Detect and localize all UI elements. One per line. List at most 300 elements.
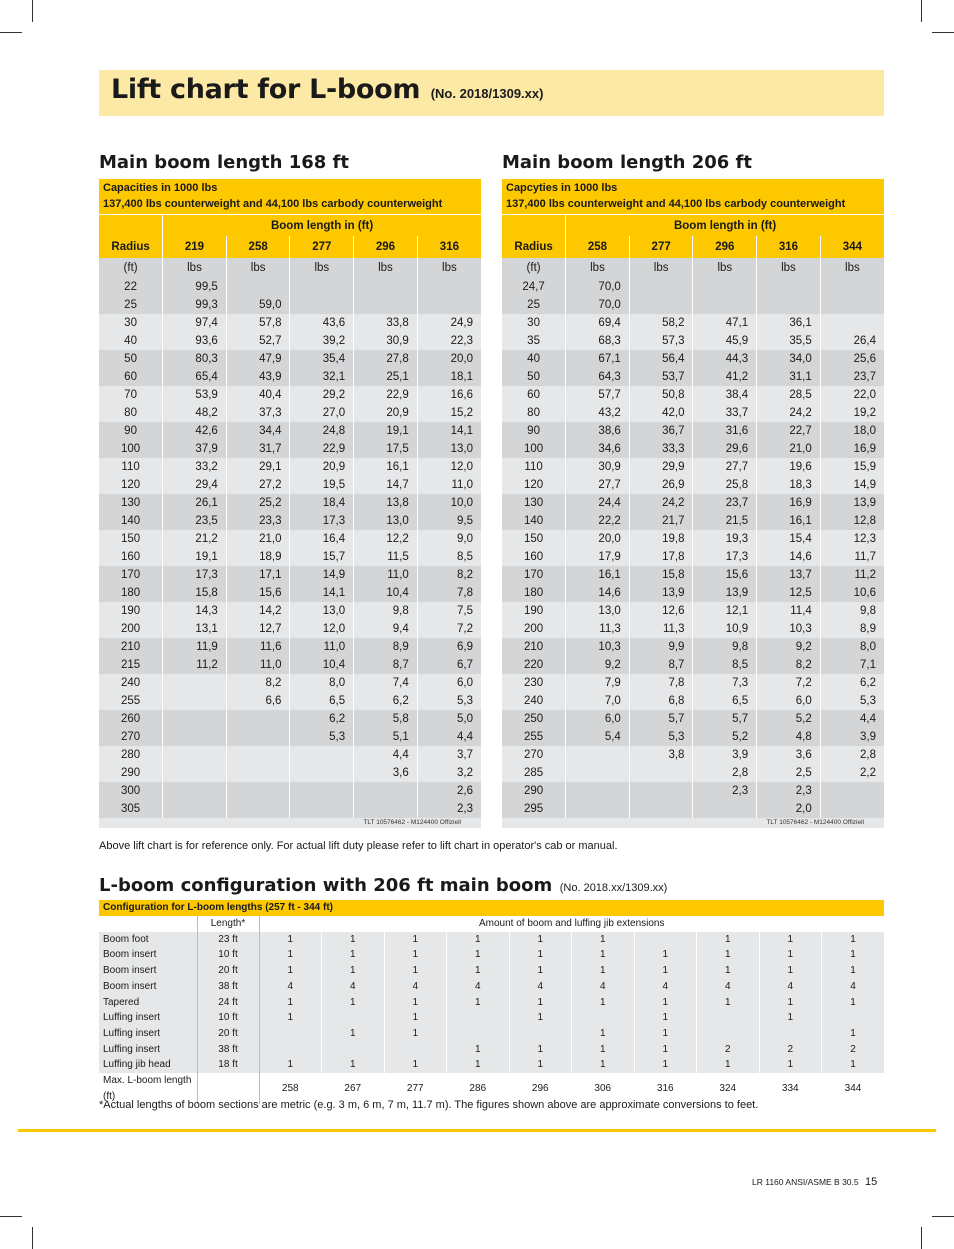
capacity-cell: 19,1 [354, 422, 418, 440]
capacity-cell: 29,2 [290, 386, 354, 404]
component-count: 1 [759, 963, 822, 979]
capacity-cell: 11,9 [163, 638, 227, 656]
boom-length-column-header: 277 [290, 236, 354, 258]
component-count: 1 [447, 963, 510, 979]
component-count: 1 [384, 947, 447, 963]
config-row [99, 979, 884, 995]
capacity-cell: 19,1 [163, 548, 227, 566]
radius-cell: 60 [502, 386, 566, 404]
config-row [99, 1042, 884, 1058]
capacity-cell: 5,3 [629, 728, 693, 746]
chart-footnote: TLT 10576462 - M124400 Offiziell [99, 818, 481, 828]
boom-length-column-header: 316 [417, 236, 481, 258]
component-count: 1 [572, 963, 635, 979]
table-row [502, 638, 884, 656]
crop-mark [0, 32, 22, 33]
capacity-cell: 23,3 [226, 512, 290, 530]
capacity-cell: 67,1 [566, 350, 630, 368]
table-row [99, 440, 481, 458]
capacity-cell: 21,0 [757, 440, 821, 458]
component-length: 38 ft [197, 979, 259, 995]
component-count: 4 [259, 979, 322, 995]
capacity-cell: 8,7 [629, 656, 693, 674]
capacity-cell: 11,2 [820, 566, 884, 584]
capacity-cell: 56,4 [629, 350, 693, 368]
capacity-cell: 68,3 [566, 332, 630, 350]
capacity-cell: 65,4 [163, 368, 227, 386]
table-row [502, 386, 884, 404]
radius-cell: 40 [99, 332, 163, 350]
capacity-cell [354, 278, 418, 296]
capacity-cell [629, 800, 693, 818]
component-count: 1 [509, 963, 572, 979]
component-count [697, 1010, 760, 1026]
table-row [502, 674, 884, 692]
component-name: Luffing insert [99, 1042, 197, 1058]
table-row [99, 350, 481, 368]
capacity-cell: 5,3 [820, 692, 884, 710]
capacity-cell: 53,9 [163, 386, 227, 404]
capacity-cell: 6,5 [693, 692, 757, 710]
capacity-cell: 6,8 [629, 692, 693, 710]
table-row [99, 728, 481, 746]
component-count [384, 1042, 447, 1058]
page-title-bar [99, 70, 884, 116]
capacity-cell: 8,5 [693, 656, 757, 674]
capacity-cell: 34,4 [226, 422, 290, 440]
component-count [634, 932, 697, 948]
capacity-cell: 99,3 [163, 296, 227, 314]
capacity-cell: 18,0 [820, 422, 884, 440]
unit-cell: lbs [226, 258, 290, 278]
unit-cell: lbs [820, 258, 884, 278]
component-count: 1 [509, 1010, 572, 1026]
component-count: 2 [822, 1042, 885, 1058]
capacity-cell: 17,3 [693, 548, 757, 566]
capacity-cell: 57,3 [629, 332, 693, 350]
component-name: Boom foot [99, 932, 197, 948]
radius-cell: 210 [99, 638, 163, 656]
capacity-cell: 16,9 [820, 440, 884, 458]
capacity-cell: 19,8 [629, 530, 693, 548]
page-number: 15 [865, 1176, 878, 1188]
capacity-cell [820, 278, 884, 296]
component-count: 1 [697, 963, 760, 979]
capacity-cell: 3,9 [693, 746, 757, 764]
component-count: 1 [384, 963, 447, 979]
caption-counterweight: 137,400 lbs counterweight and 44,100 lbs carbody counterweight [506, 197, 846, 210]
capacity-cell: 20,0 [417, 350, 481, 368]
capacity-cell [693, 296, 757, 314]
capacity-cell: 5,2 [757, 710, 821, 728]
radius-cell: 25 [99, 296, 163, 314]
radius-header: Radius [502, 236, 566, 258]
capacity-cell: 2,3 [417, 800, 481, 818]
capacity-cell: 14,7 [354, 476, 418, 494]
capacity-cell: 4,8 [757, 728, 821, 746]
component-count [259, 1042, 322, 1058]
boom-length-column-header: 258 [566, 236, 630, 258]
radius-cell: 230 [502, 674, 566, 692]
radius-cell: 22 [99, 278, 163, 296]
boom-length-header: Boom length in (ft) [163, 215, 481, 237]
capacity-cell: 22,9 [354, 386, 418, 404]
capacity-cell: 2,2 [820, 764, 884, 782]
capacity-cell: 7,0 [566, 692, 630, 710]
unit-cell: lbs [629, 258, 693, 278]
component-count: 1 [259, 995, 322, 1011]
capacity-cell: 42,6 [163, 422, 227, 440]
capacity-cell: 13,1 [163, 620, 227, 638]
component-length: 20 ft [197, 963, 259, 979]
component-count: 344 [822, 1073, 885, 1104]
capacity-cell: 12,5 [757, 584, 821, 602]
column-header-row [502, 236, 884, 258]
radius-cell: 40 [502, 350, 566, 368]
component-name: Boom insert [99, 947, 197, 963]
capacity-cell: 18,9 [226, 548, 290, 566]
capacity-cell: 3,8 [629, 746, 693, 764]
capacity-cell [629, 782, 693, 800]
table-row [99, 620, 481, 638]
capacity-cell: 9,2 [566, 656, 630, 674]
radius-cell: 250 [502, 710, 566, 728]
capacity-cell: 69,4 [566, 314, 630, 332]
radius-cell: 290 [502, 782, 566, 800]
component-count: 1 [697, 932, 760, 948]
component-count: 334 [759, 1073, 822, 1104]
capacity-cell [226, 728, 290, 746]
component-count: 1 [447, 932, 510, 948]
component-count: 286 [447, 1073, 510, 1104]
boom-length-column-header: 258 [226, 236, 290, 258]
component-count [447, 1010, 510, 1026]
capacity-cell: 9,0 [417, 530, 481, 548]
table-row [99, 296, 481, 314]
table-row [502, 548, 884, 566]
capacity-cell: 5,7 [629, 710, 693, 728]
radius-cell: 170 [99, 566, 163, 584]
component-count: 316 [634, 1073, 697, 1104]
radius-cell: 290 [99, 764, 163, 782]
header-cell [502, 215, 566, 237]
capacity-cell: 7,3 [693, 674, 757, 692]
lift-chart-206 [502, 179, 884, 828]
capacity-cell: 8,0 [820, 638, 884, 656]
radius-cell: 25 [502, 296, 566, 314]
capacity-cell: 8,5 [417, 548, 481, 566]
capacity-cell: 14,2 [226, 602, 290, 620]
capacity-cell: 2,8 [820, 746, 884, 764]
config-row [99, 995, 884, 1011]
capacity-cell: 70,0 [566, 278, 630, 296]
table-row [99, 746, 481, 764]
capacity-cell: 6,9 [417, 638, 481, 656]
table-row [502, 512, 884, 530]
capacity-cell: 38,4 [693, 386, 757, 404]
table-row [99, 566, 481, 584]
radius-cell: 90 [99, 422, 163, 440]
config-row [99, 1026, 884, 1042]
capacity-cell: 15,7 [290, 548, 354, 566]
table-row [502, 584, 884, 602]
capacity-cell: 19,5 [290, 476, 354, 494]
capacity-cell: 11,0 [417, 476, 481, 494]
capacity-cell: 24,8 [290, 422, 354, 440]
capacity-cell: 30,9 [354, 332, 418, 350]
capacity-cell: 24,2 [757, 404, 821, 422]
config-row [99, 1010, 884, 1026]
capacity-cell: 3,2 [417, 764, 481, 782]
footer-rule [18, 1129, 936, 1132]
capacity-cell [417, 296, 481, 314]
crop-mark [0, 1216, 22, 1217]
capacity-cell: 24,2 [629, 494, 693, 512]
radius-cell: 285 [502, 764, 566, 782]
capacity-cell: 25,2 [226, 494, 290, 512]
capacity-cell: 13,9 [820, 494, 884, 512]
table-row [99, 584, 481, 602]
capacity-cell: 17,5 [354, 440, 418, 458]
component-count: 1 [634, 963, 697, 979]
component-count: 1 [509, 1057, 572, 1073]
radius-header: Radius [99, 236, 163, 258]
capacity-cell: 38,6 [566, 422, 630, 440]
capacity-cell: 8,2 [226, 674, 290, 692]
capacity-cell: 14,9 [820, 476, 884, 494]
component-name: Luffing insert [99, 1010, 197, 1026]
page-footer [752, 1176, 877, 1188]
capacity-cell: 11,7 [820, 548, 884, 566]
component-count [322, 1010, 385, 1026]
table-row [99, 314, 481, 332]
capacity-cell: 2,8 [693, 764, 757, 782]
capacity-cell: 7,2 [417, 620, 481, 638]
radius-cell: 130 [502, 494, 566, 512]
table-row [99, 602, 481, 620]
table-row [502, 656, 884, 674]
capacity-cell: 2,5 [757, 764, 821, 782]
component-count [759, 1026, 822, 1042]
config-heading [99, 875, 667, 896]
table-row [99, 764, 481, 782]
capacity-cell [290, 278, 354, 296]
radius-cell: 160 [502, 548, 566, 566]
component-name: Max. L-boom length (ft) [99, 1073, 197, 1104]
capacity-cell: 7,5 [417, 602, 481, 620]
capacity-cell: 10,6 [820, 584, 884, 602]
component-count: 324 [697, 1073, 760, 1104]
radius-cell: 200 [502, 620, 566, 638]
capacity-cell: 18,1 [417, 368, 481, 386]
component-length: 10 ft [197, 947, 259, 963]
caption-capacities: Capacities in 1000 lbs [103, 182, 218, 194]
capacity-cell: 5,8 [354, 710, 418, 728]
component-count: 4 [509, 979, 572, 995]
capacity-cell [163, 728, 227, 746]
capacity-cell: 11,0 [226, 656, 290, 674]
radius-cell: 260 [99, 710, 163, 728]
component-length: 20 ft [197, 1026, 259, 1042]
capacity-cell: 23,7 [693, 494, 757, 512]
radius-cell: 215 [99, 656, 163, 674]
component-name: Boom insert [99, 979, 197, 995]
capacity-cell: 27,7 [693, 458, 757, 476]
unit-cell: (ft) [99, 258, 163, 278]
component-count: 1 [822, 963, 885, 979]
radius-cell: 30 [99, 314, 163, 332]
capacity-cell: 22,9 [290, 440, 354, 458]
component-name: Luffing jib head [99, 1057, 197, 1073]
capacity-cell: 18,3 [757, 476, 821, 494]
chart-footnote: TLT 10576462 - M124400 Offiziell [502, 818, 884, 828]
table-row [99, 458, 481, 476]
table-row [502, 602, 884, 620]
capacity-cell: 20,9 [354, 404, 418, 422]
component-count: 296 [509, 1073, 572, 1104]
component-count: 2 [697, 1042, 760, 1058]
table-row [99, 548, 481, 566]
units-row [99, 258, 481, 278]
component-count: 1 [322, 963, 385, 979]
capacity-cell: 14,1 [290, 584, 354, 602]
capacity-cell: 31,7 [226, 440, 290, 458]
table-row [502, 422, 884, 440]
component-count: 1 [509, 947, 572, 963]
capacity-cell: 36,1 [757, 314, 821, 332]
config-table [99, 900, 884, 1104]
radius-cell: 305 [99, 800, 163, 818]
component-count: 1 [322, 947, 385, 963]
config-row [99, 932, 884, 948]
capacity-cell: 26,4 [820, 332, 884, 350]
capacity-cell: 35,5 [757, 332, 821, 350]
lift-chart-caption [502, 179, 884, 214]
radius-cell: 24,7 [502, 278, 566, 296]
table-row [99, 638, 481, 656]
capacity-cell [290, 764, 354, 782]
radius-cell: 160 [99, 548, 163, 566]
capacity-cell: 44,3 [693, 350, 757, 368]
capacity-cell: 10,4 [290, 656, 354, 674]
capacity-cell: 13,9 [629, 584, 693, 602]
table-row [99, 368, 481, 386]
capacity-cell: 9,8 [354, 602, 418, 620]
capacity-cell [163, 692, 227, 710]
component-count: 4 [759, 979, 822, 995]
capacity-cell: 14,3 [163, 602, 227, 620]
component-count: 1 [447, 1057, 510, 1073]
capacity-cell: 12,0 [290, 620, 354, 638]
capacity-cell: 24,4 [566, 494, 630, 512]
radius-cell: 60 [99, 368, 163, 386]
capacity-cell [226, 710, 290, 728]
capacity-cell: 17,8 [629, 548, 693, 566]
config-caption: Configuration for L-boom lengths (257 ft - 344 ft) [99, 900, 884, 916]
radius-cell: 255 [99, 692, 163, 710]
section-heading-206: Main boom length 206 ft [502, 152, 752, 173]
unit-cell: lbs [163, 258, 227, 278]
radius-cell: 270 [99, 728, 163, 746]
document-code: LR 1160 ANSI/ASME B 30.5 [752, 1177, 859, 1187]
capacity-cell: 41,2 [693, 368, 757, 386]
table-row [502, 314, 884, 332]
capacity-cell: 30,9 [566, 458, 630, 476]
capacity-cell: 9,2 [757, 638, 821, 656]
capacity-cell: 33,3 [629, 440, 693, 458]
component-count: 1 [634, 1026, 697, 1042]
capacity-cell: 6,6 [226, 692, 290, 710]
capacity-cell: 15,8 [629, 566, 693, 584]
table-row [502, 764, 884, 782]
capacity-cell: 43,9 [226, 368, 290, 386]
component-count: 2 [759, 1042, 822, 1058]
capacity-cell: 40,4 [226, 386, 290, 404]
capacity-cell: 14,9 [290, 566, 354, 584]
capacity-cell: 7,9 [566, 674, 630, 692]
config-heading-title: L-boom configuration with 206 ft main boom [99, 875, 553, 896]
capacity-cell: 10,4 [354, 584, 418, 602]
table-row [502, 494, 884, 512]
capacity-cell: 16,1 [757, 512, 821, 530]
page-title: Lift chart for L-boom [111, 74, 421, 105]
capacity-cell [163, 746, 227, 764]
capacity-cell [820, 800, 884, 818]
table-row [99, 692, 481, 710]
unit-cell: lbs [354, 258, 418, 278]
component-count: 4 [822, 979, 885, 995]
config-row [99, 947, 884, 963]
capacity-cell: 70,0 [566, 296, 630, 314]
component-count: 1 [259, 1010, 322, 1026]
capacity-cell: 15,4 [757, 530, 821, 548]
header-cell [99, 215, 163, 237]
capacity-cell [290, 746, 354, 764]
capacity-cell: 26,9 [629, 476, 693, 494]
table-row [502, 728, 884, 746]
capacity-cell: 11,0 [354, 566, 418, 584]
capacity-cell: 9,9 [629, 638, 693, 656]
table-row [502, 746, 884, 764]
capacity-cell: 4,4 [354, 746, 418, 764]
component-count: 1 [759, 1057, 822, 1073]
capacity-cell: 25,6 [820, 350, 884, 368]
unit-cell: lbs [693, 258, 757, 278]
capacity-cell: 27,7 [566, 476, 630, 494]
component-count: 1 [759, 1010, 822, 1026]
component-count: 1 [572, 932, 635, 948]
radius-cell: 150 [99, 530, 163, 548]
component-count: 1 [822, 932, 885, 948]
component-count: 4 [447, 979, 510, 995]
capacity-cell: 9,4 [354, 620, 418, 638]
radius-cell: 80 [99, 404, 163, 422]
capacity-cell: 33,8 [354, 314, 418, 332]
table-row [502, 566, 884, 584]
capacity-cell: 15,8 [163, 584, 227, 602]
component-count: 1 [259, 932, 322, 948]
capacity-cell: 3,6 [354, 764, 418, 782]
crop-mark [921, 0, 922, 22]
capacity-cell: 6,2 [290, 710, 354, 728]
component-count: 1 [634, 995, 697, 1011]
radius-cell: 240 [502, 692, 566, 710]
component-count: 1 [822, 1026, 885, 1042]
component-count: 1 [259, 963, 322, 979]
component-count: 1 [259, 1057, 322, 1073]
capacity-cell: 8,7 [354, 656, 418, 674]
capacity-cell: 4,4 [417, 728, 481, 746]
